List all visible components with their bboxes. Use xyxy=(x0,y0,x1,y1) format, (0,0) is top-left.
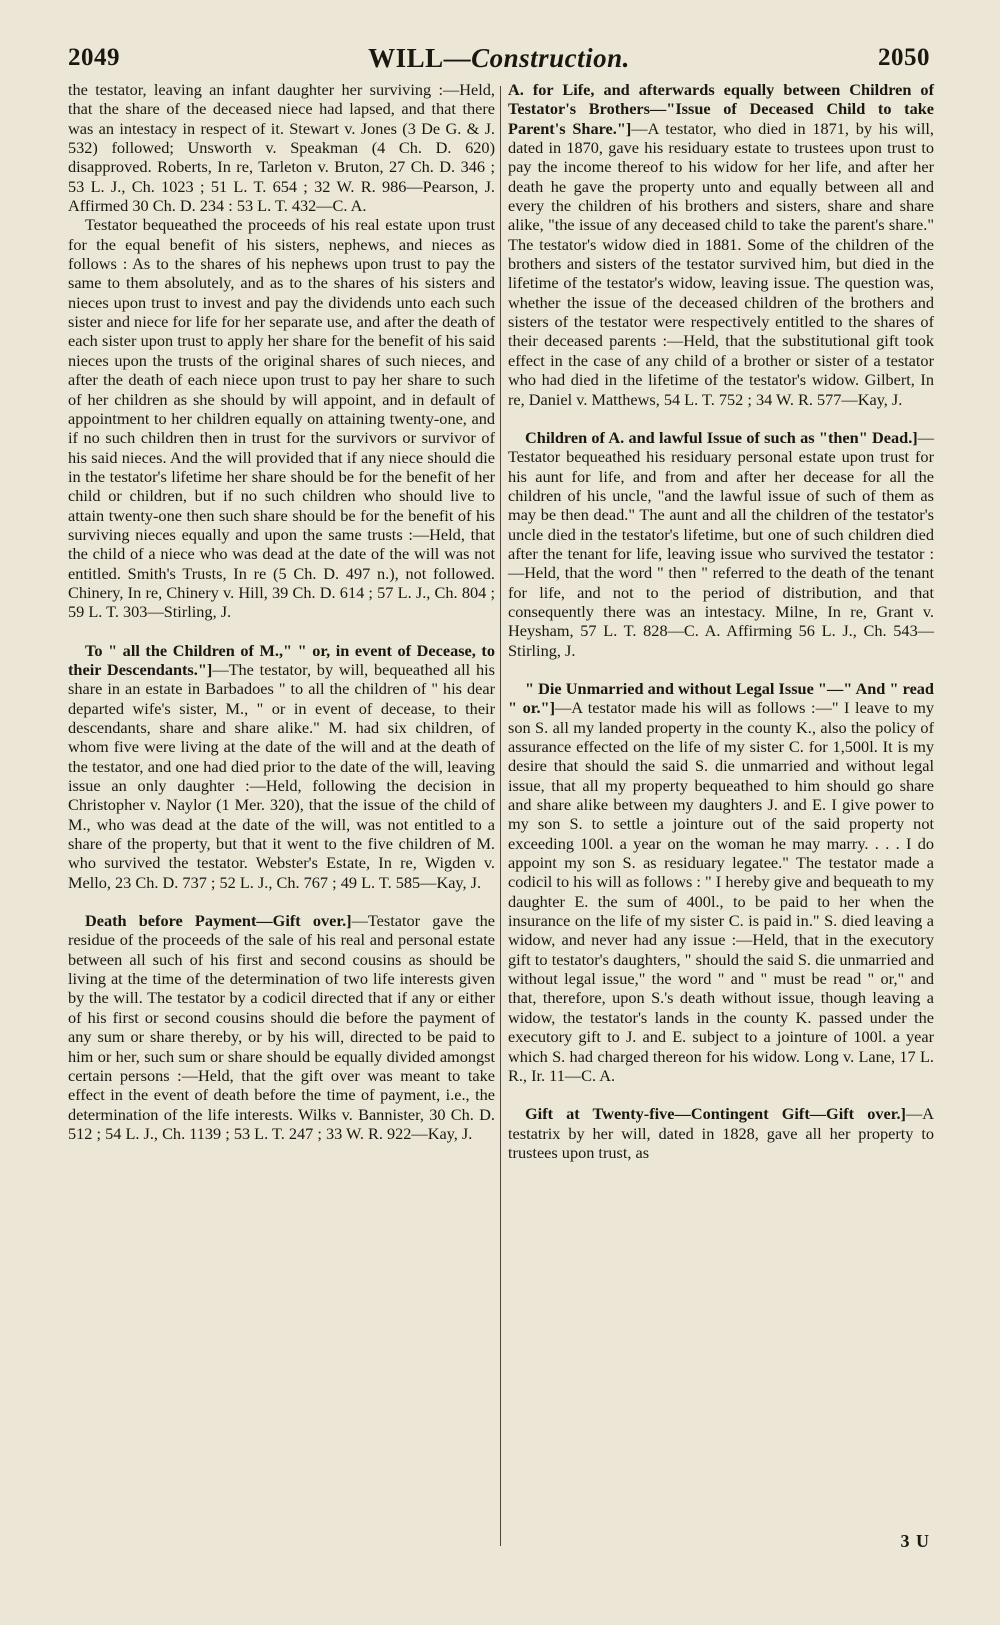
entry-heading: Children of A. and lawful Issue of such as "then" Dead.] xyxy=(525,427,918,447)
right-column xyxy=(508,80,934,1162)
digest-entry xyxy=(508,679,934,1085)
entry-heading: To " all the Children of M.," " or, in event of Decease, to their Descendants."] xyxy=(68,640,495,679)
entry-heading: " Die Unmarried and without Legal Issue "—" And " read " or."] xyxy=(508,678,934,718)
entry-body: —The testator, by will, bequeathed all his share in an estate in Barbadoes " to all the children of " his dear departed wife's sister, M., " or in event of decease, to their descendants, share and share alike." M. had six children, of whom five were living at the date of the will and at the death of the testator, and one had died prior to the date of the will, leaving issue an only daughter :—Held, following the decision in Christopher v. Naylor (1 Mer. 320), that the issue of the child of M., who was dead at the date of the will, was not entitled to a share of the property, but that it went to the five children of M. who survived the testator. Webster's Estate, In re, Wigden v. Mello, 23 Ch. D. 737 ; 52 L. J., Ch. 767 ; 49 L. T. 585—Kay, J. xyxy=(68,659,495,892)
column-divider xyxy=(500,86,501,1546)
digest-entry xyxy=(508,80,934,409)
digest-entry xyxy=(68,911,495,1143)
running-title-main: WILL— xyxy=(368,42,472,73)
entry-body: —A testatrix by her will, dated in 1828, gave all her property to trustees upon trust, as xyxy=(508,1104,934,1162)
running-title xyxy=(368,43,630,74)
entry-heading: Gift at Twenty-five—Contingent Gift—Gift over.] xyxy=(525,1104,906,1124)
entry-body: —Testator gave the residue of the proceeds of the sale of his real and personal estate between all such of his first and second cousins as should be living at the time of the determination of two life interests given by the will. The testator by a codicil directed that if any or either of his first or second cousins should die before the payment of any sum or share thereby, or by his will, directed to be paid to him or her, such sum or share should be equally divided amongst certain persons :—Held, that the gift over was meant to take effect in the event of death before the time of payment, i.e., the determination of the life interests. Wilks v. Bannister, 30 Ch. D. 512 ; 54 L. J., Ch. 1139 ; 53 L. T. 247 ; 33 W. R. 922—Kay, J. xyxy=(68,911,495,1143)
left-column xyxy=(68,80,495,1143)
entry-body: —Testator bequeathed his residuary personal estate upon trust for his aunt for life, and from and after her decease for all the children of his uncle, "and the lawful issue of such of them as may be then dead." The aunt and all the children of the testator's uncle died in the testator's lifetime, but one of such children died after the tenant for life, leaving issue who survived the testator :—Held, that the word " then " referred to the death of the tenant for life, and not to the period of distribution, and that consequently there was an intestacy. Milne, In re, Grant v. Heysham, 57 L. T. 828—C. A. Affirming 56 L. J., Ch. 543—Stirling, J. xyxy=(508,427,934,660)
paragraph-continued: the testator, leaving an infant daughter her surviving :—Held, that the share of the deceased niece had lapsed, and that there was an intestacy in respect of it. Stewart v. Jones (3 De G. & J. 532) followed; Unsworth v. Speakman (4 Ch. D. 620) disapproved. Roberts, In re, Tarleton v. Bruton, 27 Ch. D. 346 ; 53 L. J., Ch. 1023 ; 51 L. T. 654 ; 32 W. R. 986—Pearson, J. Affirmed 30 Ch. D. 234 : 53 L. T. 432—C. A. xyxy=(68,80,495,216)
right-page-number: 2050 xyxy=(878,44,930,71)
paragraph: Testator bequeathed the proceeds of his real estate upon trust for the equal benefit of his sisters, nephews, and nieces as follows : As to the shares of his nephews upon trust to pay the same to them absolutely, and as to the shares of his sisters and nieces upon trust to invest and pay the dividends unto each such sister and niece for life for her separate use, and after the death of each sister upon trust to apply her share for the benefit of his said nieces upon the trusts of the original shares of such nieces, and after the death of each niece upon trust to pay her share to such of her children as she should by will appoint, and in default of appointment to her children equally on attaining twenty-one, and if no such children then in trust for the survivors or survivor of his said nieces. And the will provided that if any niece should die in the testator's lifetime her share should be for the benefit of her child or children, but if no such children who should live to attain twenty-one then such share should be for the benefit of his surviving nieces equally and upon the same trusts :—Held, that the child of a niece who was dead at the date of the will was not entitled. Smith's Trusts, In re (5 Ch. D. 497 n.), not followed. Chinery, In re, Chinery v. Hill, 39 Ch. D. 614 ; 57 L. J., Ch. 804 ; 59 L. T. 303—Stirling, J. xyxy=(68,215,495,622)
entry-body: —A testator, who died in 1871, by his will, dated in 1870, gave his residuary estate to trustees upon trust to pay the income thereof to his widow for her life, and after her death he gave the property unto and equally between all and every the children of his brothers and sisters, share and share alike, "the issue of any deceased child to take the parent's share." The testator's widow died in 1881. Some of the children of the brothers and sisters of the testator survived him, but died in the lifetime of the testator's widow, leaving issue. The question was, whether the issue of the deceased children of the brothers and sisters of the testator were respectively entitled to the shares of their deceased parents :—Held, that the substitutional gift took effect in the case of any child of a brother or sister of a testator who had died in the lifetime of the testator's widow. Gilbert, In re, Daniel v. Matthews, 54 L. T. 752 ; 34 W. R. 577—Kay, J. xyxy=(508,118,934,409)
digest-entry xyxy=(508,428,934,660)
entry-body: —A testator made his will as follows :—" I leave to my son S. all my landed property in the county K., also the policy of assurance effected on the life of my sister C. for 1,500l. It is my desire that should the said S. die unmarried and without legal issue, that all my property bequeathed to him should go share and share alike between my daughters J. and E. I give power to my son S. to settle a jointure out of the said property not exceeding 100l. a year on the woman he may marry. . . . I do appoint my son S. as residuary legatee." The testator made a codicil to his will as follows : " I hereby give and bequeath to my daughter E. the sum of 400l., to be paid to her when the insurance on the life of my sister C. is paid in." S. died leaving a widow, and never had any issue :—Held, that in the executory gift to testator's daughters, " should the said S. die unmarried and without legal issue," the word " and " must be read " or," and that, therefore, upon S.'s death without issue, though leaving a widow, the testator's lands in the county K. passed under the executory gift to J. and E. subject to a jointure of 100l. a year which S. had charged thereon for his widow. Long v. Lane, 17 L. R., Ir. 11—C. A. xyxy=(508,698,934,1085)
entry-heading: A. for Life, and afterwards equally between Children of Testator's Brothers—"Issue of Deceased Child to take Parent's Share."] xyxy=(508,80,934,138)
left-page-number: 2049 xyxy=(68,44,120,71)
page-header xyxy=(68,38,930,78)
running-title-sub: Construction. xyxy=(471,42,630,73)
signature-mark: 3 U xyxy=(900,1531,930,1551)
digest-entry xyxy=(68,641,495,892)
digest-entry xyxy=(508,1104,934,1162)
entry-heading: Death before Payment—Gift over.] xyxy=(85,911,352,931)
